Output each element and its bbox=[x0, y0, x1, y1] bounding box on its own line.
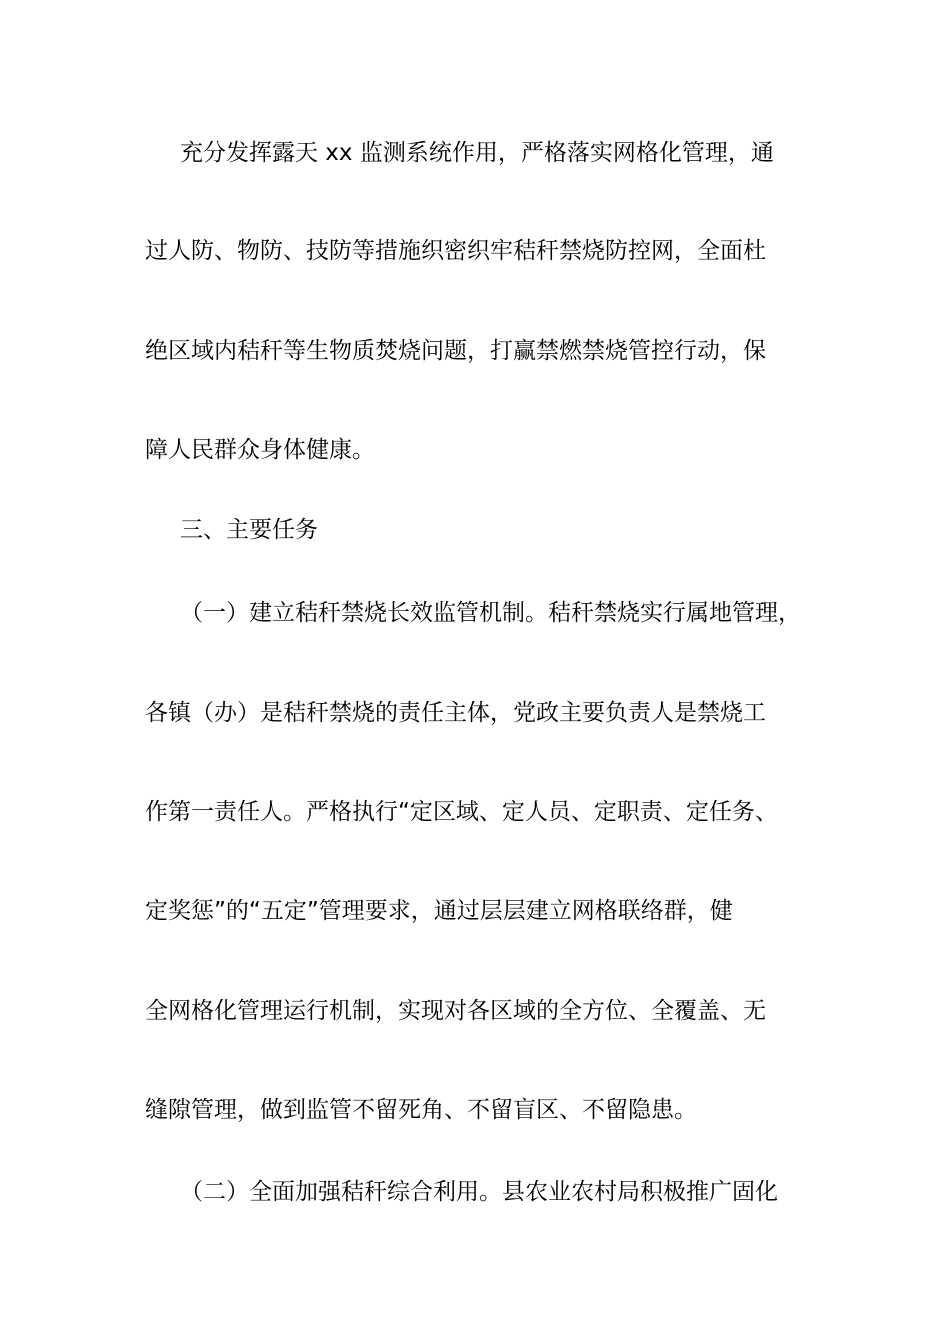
section-heading-main-tasks: 三、主要任务 bbox=[180, 517, 318, 543]
paragraph-1-line-1: 充分发挥露天 xx 监测系统作用，严格落实网格化管理，通 bbox=[180, 140, 774, 166]
paragraph-4-line-1: （二）全面加强秸秆综合利用。县农业农村局积极推广固化 bbox=[180, 1179, 778, 1205]
paragraph-3-line-1: （一）建立秸秆禁烧长效监管机制。秸秆禁烧实行属地管理， bbox=[180, 600, 801, 626]
paragraph-1-line-2: 过人防、物防、技防等措施织密织牢秸秆禁烧防控网，全面杜 bbox=[145, 238, 766, 264]
paragraph-3-line-4: 定奖惩”的“五定”管理要求，通过层层建立网格联络群，健 bbox=[145, 898, 733, 924]
paragraph-1-line-3: 绝区域内秸秆等生物质焚烧问题，打赢禁燃禁烧管控行动，保 bbox=[145, 338, 766, 364]
paragraph-1-line-4: 障人民群众身体健康。 bbox=[145, 437, 375, 463]
paragraph-3-line-3: 作第一责任人。严格执行“定区域、定人员、定职责、定任务、 bbox=[145, 799, 778, 825]
paragraph-3-line-5: 全网格化管理运行机制，实现对各区域的全方位、全覆盖、无 bbox=[145, 998, 766, 1024]
paragraph-3-line-6: 缝隙管理，做到监管不留死角、不留盲区、不留隐患。 bbox=[145, 1097, 697, 1123]
paragraph-3-line-2: 各镇（办）是秸秆禁烧的责任主体，党政主要负责人是禁烧工 bbox=[145, 700, 766, 726]
